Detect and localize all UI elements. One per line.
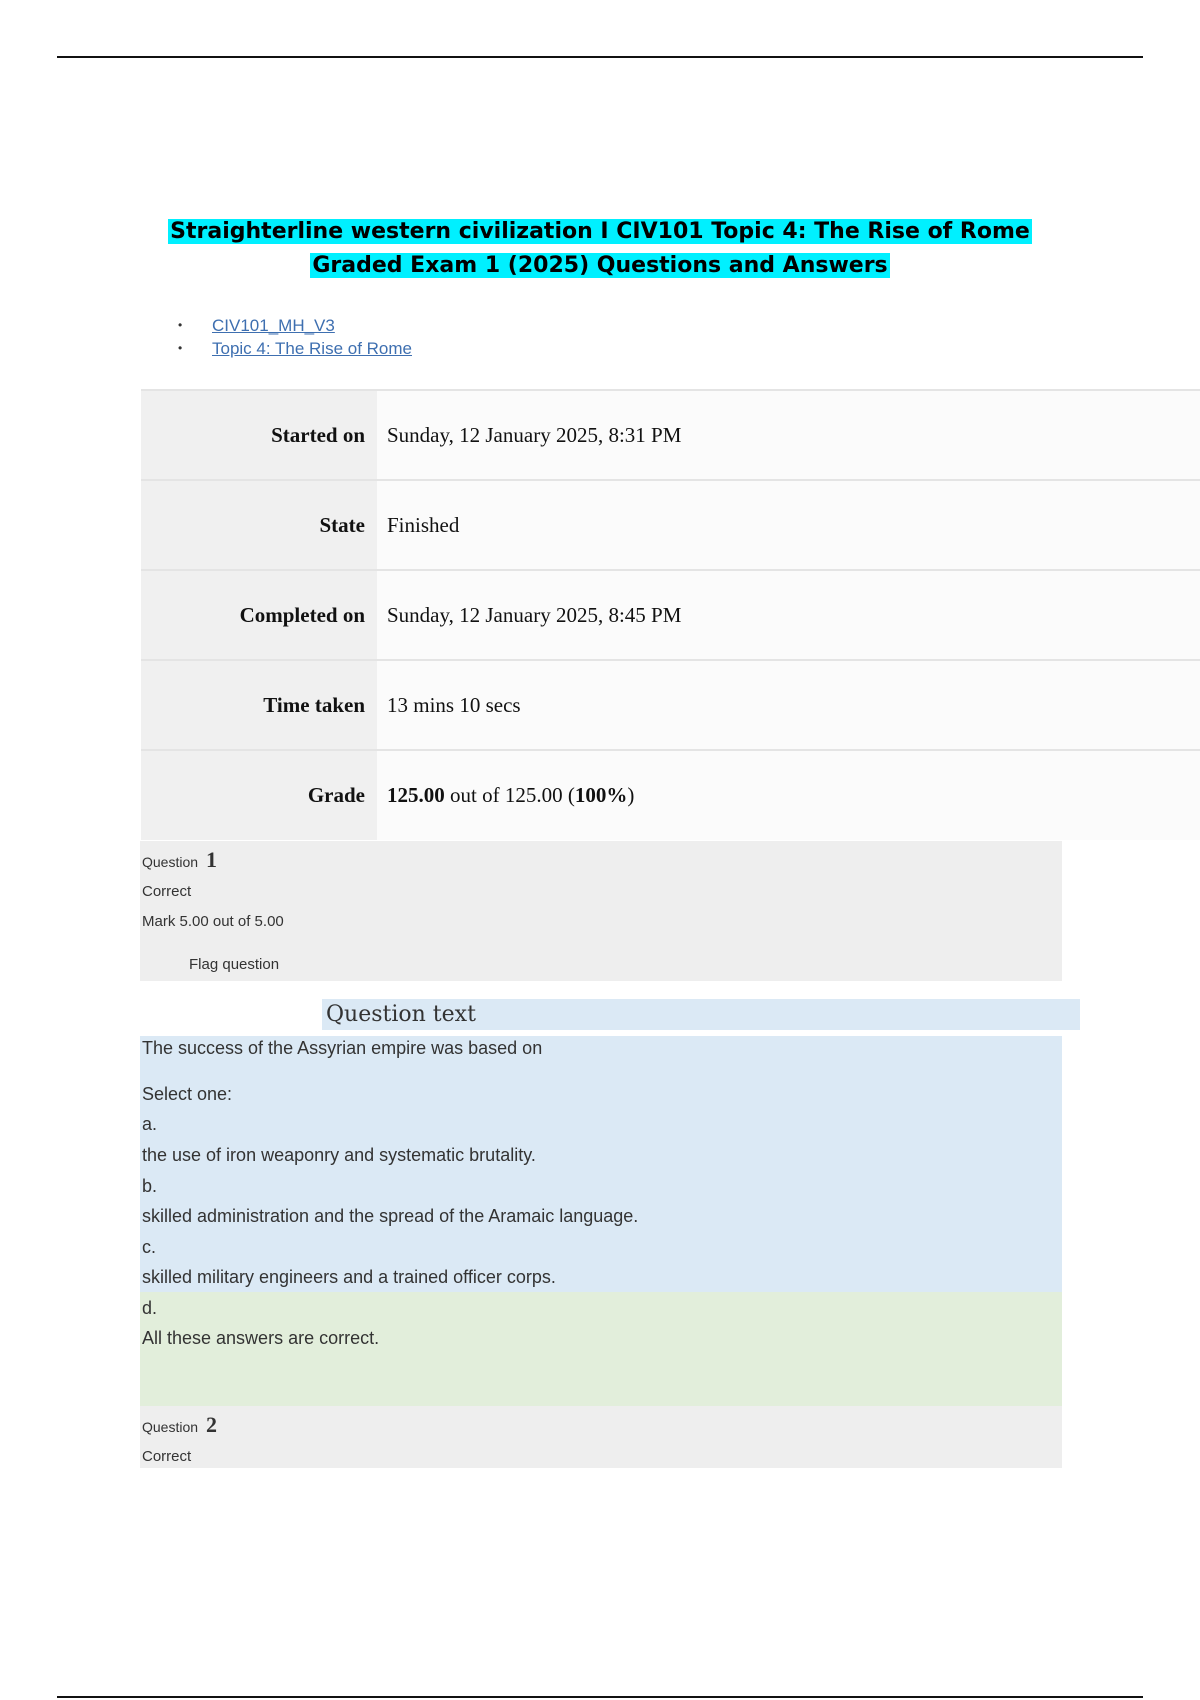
option-c-letter[interactable]: c. <box>142 1237 157 1257</box>
question-1-body <box>140 1036 1062 1406</box>
started-on-value: Sunday, 12 January 2025, 8:31 PM <box>377 390 1200 480</box>
question-1-status: Correct <box>142 883 192 900</box>
flag-question-link[interactable]: Flag question <box>189 956 280 973</box>
summary-row-started <box>141 390 1200 480</box>
question-text-heading: Question text <box>322 999 1080 1030</box>
option-a-letter[interactable]: a. <box>142 1114 158 1134</box>
correct-answer-highlight <box>140 1292 1062 1406</box>
page-bottom-rule <box>57 1696 1143 1698</box>
grade-out-of: out of 125.00 <box>450 783 563 807</box>
breadcrumb-item-course <box>178 314 412 337</box>
option-b-text[interactable]: skilled administration and the spread of the Aramaic language. <box>142 1206 639 1226</box>
question-1-label: Question <box>142 854 199 870</box>
state-value: Finished <box>377 480 1200 570</box>
question-1-info <box>140 841 1062 981</box>
option-b-letter[interactable]: b. <box>142 1176 158 1196</box>
summary-row-time <box>141 660 1200 750</box>
select-one-prompt: Select one: <box>142 1084 233 1104</box>
breadcrumb-item-topic <box>178 337 412 360</box>
state-label: State <box>141 480 377 570</box>
breadcrumb <box>178 314 412 360</box>
completed-on-label: Completed on <box>141 570 377 660</box>
question-2-label: Question <box>142 1419 199 1435</box>
title-line-2: Graded Exam 1 (2025) Questions and Answers <box>312 253 888 278</box>
started-on-label: Started on <box>141 390 377 480</box>
question-1-mark: Mark 5.00 out of 5.00 <box>142 913 284 930</box>
grade-percent: 100% <box>574 783 628 807</box>
option-c-text[interactable]: skilled military engineers and a trained officer corps. <box>142 1267 556 1287</box>
breadcrumb-link-course[interactable]: CIV101_MH_V3 <box>212 316 335 335</box>
time-taken-label: Time taken <box>141 660 377 750</box>
summary-row-grade <box>141 750 1200 840</box>
question-2-num: 2 <box>206 1412 218 1437</box>
summary-row-state <box>141 480 1200 570</box>
grade-label: Grade <box>141 750 377 840</box>
completed-on-value: Sunday, 12 January 2025, 8:45 PM <box>377 570 1200 660</box>
page-top-rule <box>57 56 1143 58</box>
question-1-num: 1 <box>206 847 218 872</box>
question-2-number <box>142 1412 217 1438</box>
grade-paren-close: ) <box>627 783 635 807</box>
question-1-number <box>142 847 217 873</box>
question-2-info <box>140 1406 1062 1468</box>
summary-row-completed <box>141 570 1200 660</box>
grade-paren-open: ( <box>567 783 575 807</box>
title-line-1: Straighterline western civilization I CIV101 Topic 4: The Rise of Rome <box>170 219 1030 244</box>
option-d-letter[interactable]: d. <box>142 1298 158 1318</box>
attempt-summary-table <box>141 389 1200 840</box>
grade-score: 125.00 <box>387 783 445 807</box>
breadcrumb-link-topic[interactable]: Topic 4: The Rise of Rome <box>212 339 412 358</box>
grade-value <box>377 750 1200 840</box>
option-a-text[interactable]: the use of iron weaponry and systematic brutality. <box>142 1145 536 1165</box>
time-taken-value: 13 mins 10 secs <box>377 660 1200 750</box>
question-2-status: Correct <box>142 1448 192 1465</box>
document-title <box>100 215 1100 283</box>
option-d-text[interactable]: All these answers are correct. <box>142 1328 380 1348</box>
question-1-text: The success of the Assyrian empire was based on <box>142 1038 543 1058</box>
